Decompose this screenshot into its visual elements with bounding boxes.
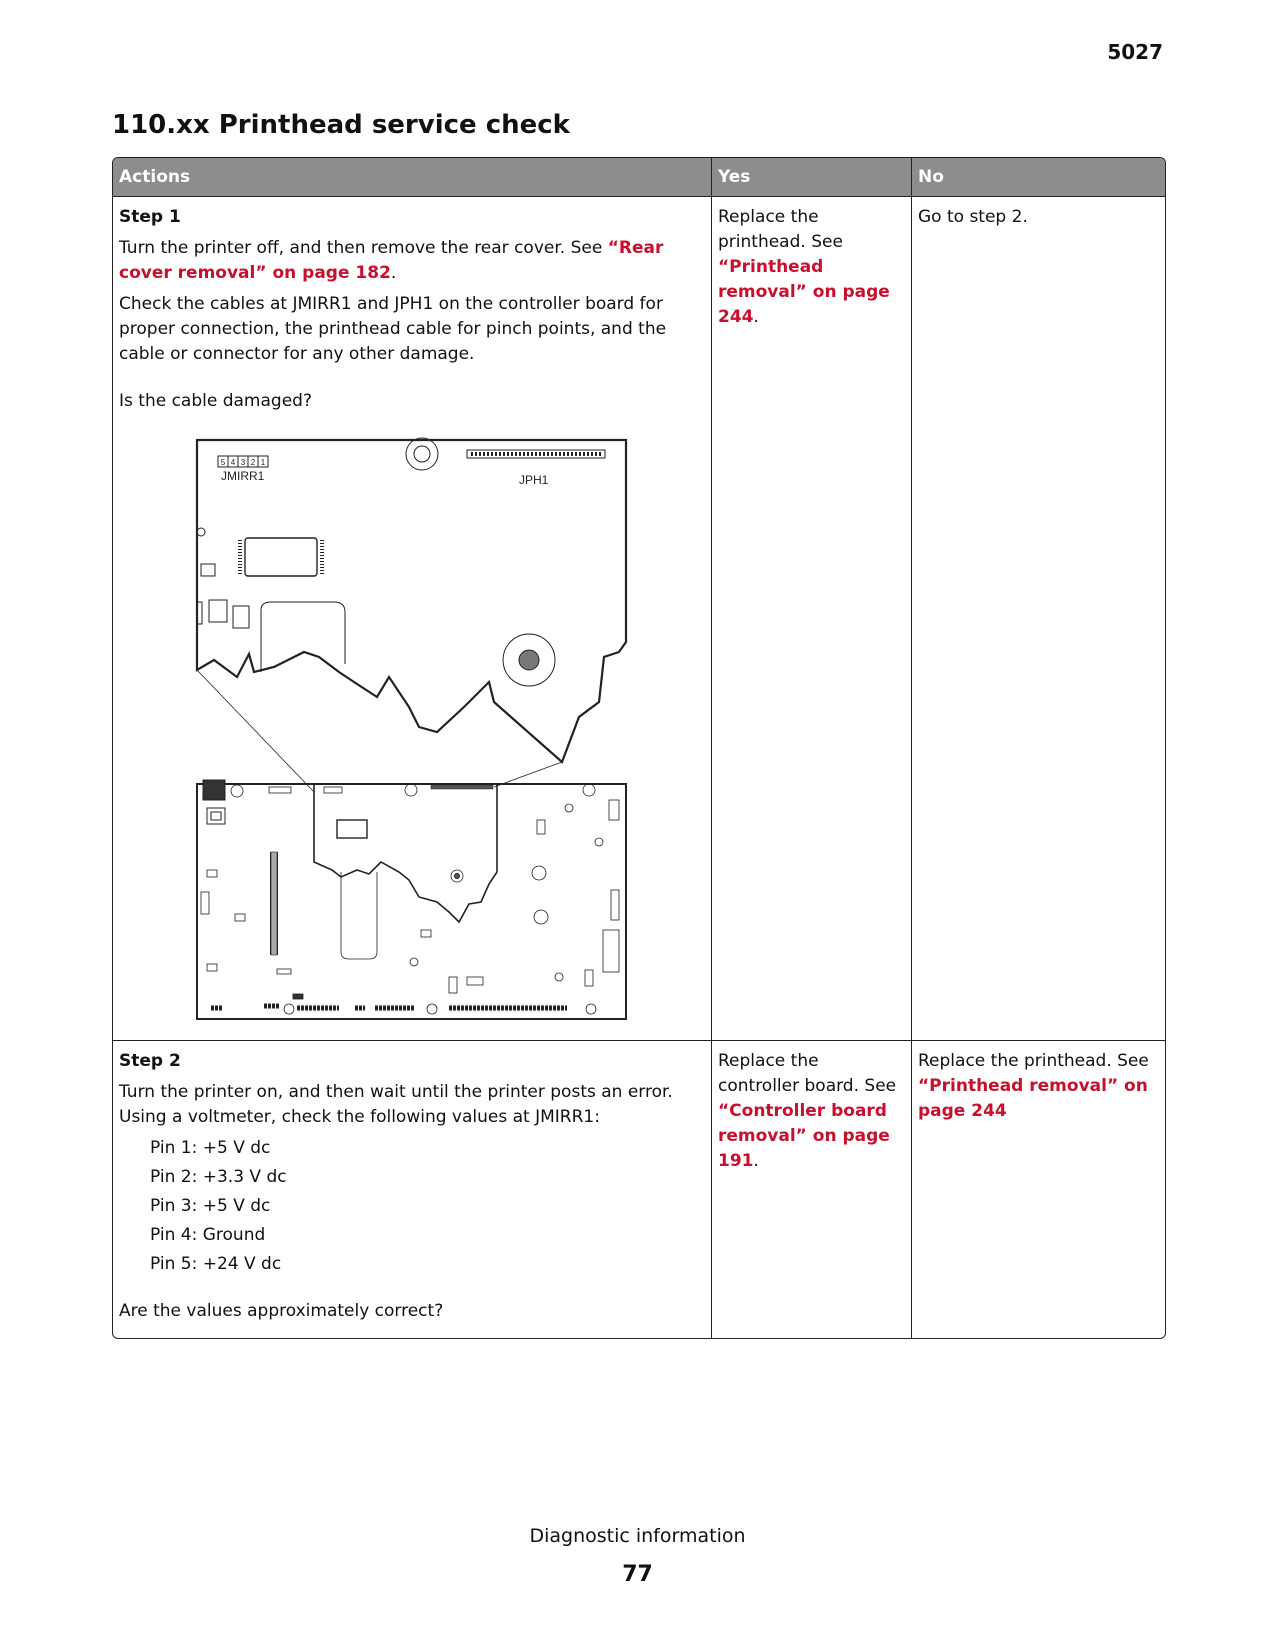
step2-no-text: Replace the printhead. See bbox=[918, 1051, 1149, 1071]
header-yes: Yes bbox=[711, 158, 911, 197]
jmirr1-pin-voltage-list bbox=[150, 1136, 705, 1277]
header-actions: Actions bbox=[113, 158, 711, 197]
printhead-removal-link-2[interactable]: “Printhead removal” on page 244 bbox=[918, 1076, 1148, 1121]
table-row-step2 bbox=[113, 1041, 1165, 1338]
controller-board-removal-link[interactable]: “Controller board removal” on page 191 bbox=[718, 1101, 890, 1171]
page-title: 110.xx Printhead service check bbox=[112, 110, 570, 140]
step1-no-cell: Go to step 2. bbox=[911, 197, 1165, 1041]
step2-no-cell bbox=[911, 1041, 1165, 1338]
footer-section-name: Diagnostic information bbox=[529, 1525, 746, 1547]
step2-question: Are the values approximately correct? bbox=[119, 1301, 444, 1321]
list-item: Pin 2: +3.3 V dc bbox=[150, 1167, 287, 1187]
list-item: Pin 3: +5 V dc bbox=[150, 1196, 271, 1216]
printer-model-number: 5027 bbox=[1107, 40, 1163, 64]
list-item: Pin 5: +24 V dc bbox=[150, 1254, 282, 1274]
list-item: Pin 4: Ground bbox=[150, 1225, 266, 1245]
step1-yes-cell bbox=[711, 197, 911, 1041]
step2-paragraph-1: Turn the printer on, and then wait until the printer posts an error. Using a voltmeter, check the following values at JMIRR1: bbox=[119, 1082, 673, 1127]
table-row-step1 bbox=[113, 197, 1165, 1041]
step2-yes-cell bbox=[711, 1041, 911, 1338]
step1-question: Is the cable damaged? bbox=[119, 391, 312, 411]
step1-yes-end: . bbox=[753, 307, 759, 327]
header-no: No bbox=[911, 158, 1165, 197]
printhead-removal-link[interactable]: “Printhead removal” on page 244 bbox=[718, 257, 890, 327]
step1-paragraph-2: Check the cables at JMIRR1 and JPH1 on the controller board for proper connection, the printhead cable for pinch points, and the cable or connector for any other damage. bbox=[119, 294, 667, 364]
controller-board-diagram bbox=[119, 432, 705, 1028]
full-controller-board bbox=[197, 780, 626, 1019]
step1-p1-end: . bbox=[390, 263, 397, 283]
step1-actions-cell bbox=[113, 197, 711, 1041]
step2-title: Step 2 bbox=[119, 1051, 181, 1071]
step1-title: Step 1 bbox=[119, 207, 181, 227]
step2-yes-end: . bbox=[753, 1151, 759, 1171]
list-item: Pin 1: +5 V dc bbox=[150, 1138, 271, 1158]
enlarged-board-detail bbox=[197, 438, 626, 792]
service-check-table bbox=[112, 157, 1166, 1339]
pin-number-3: 3 bbox=[240, 458, 246, 467]
step1-yes-text: Replace the printhead. See bbox=[718, 207, 843, 252]
rear-cover-removal-link[interactable]: “Rear cover removal” on page 182 bbox=[119, 238, 664, 283]
pin-number-5: 5 bbox=[220, 458, 226, 467]
step1-paragraph-1 bbox=[119, 236, 705, 286]
page-number: 77 bbox=[622, 1562, 653, 1587]
table-header-row bbox=[113, 158, 1165, 197]
jmirr1-label: JMIRR1 bbox=[221, 469, 265, 483]
jph1-label: JPH1 bbox=[519, 473, 549, 487]
step1-p1-text: Turn the printer off, and then remove the rear cover. See bbox=[119, 238, 608, 258]
pin-number-1: 1 bbox=[260, 458, 266, 467]
pin-number-2: 2 bbox=[250, 458, 256, 467]
step2-actions-cell bbox=[113, 1041, 711, 1338]
jmirr1-pin-strip bbox=[218, 456, 268, 467]
pin-number-4: 4 bbox=[230, 458, 236, 467]
step2-yes-text: Replace the controller board. See bbox=[718, 1051, 897, 1096]
